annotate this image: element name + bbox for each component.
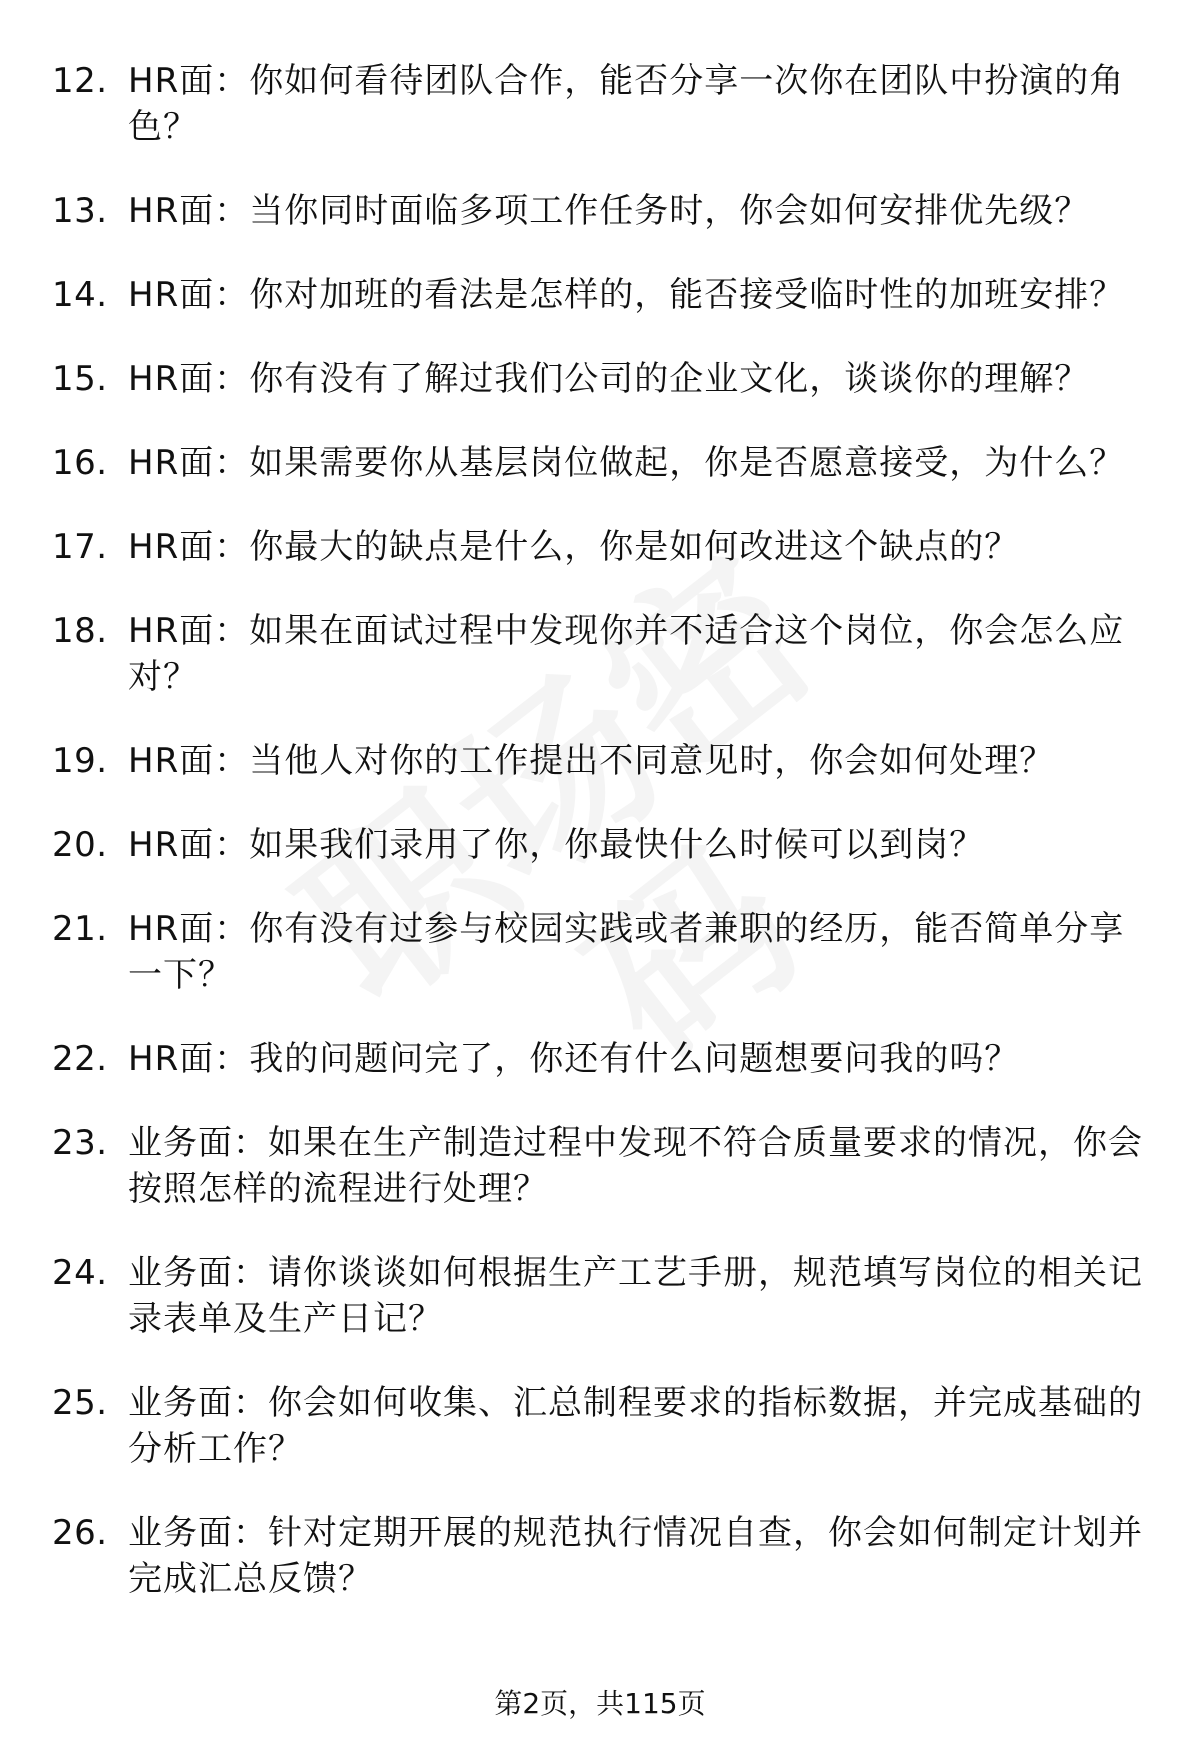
- question-item: [52, 188, 1152, 234]
- question-number: 25.: [52, 1383, 108, 1423]
- page-footer: [0, 1684, 1200, 1724]
- question-number: 13.: [52, 191, 108, 231]
- question-item: [52, 1510, 1152, 1602]
- question-text: 业务面：请你谈谈如何根据生产工艺手册，规范填写岗位的相关记录表单及生产日记？: [128, 1253, 1143, 1339]
- question-text: 业务面：如果在生产制造过程中发现不符合质量要求的情况，你会按照怎样的流程进行处理？: [128, 1123, 1143, 1209]
- page-indicator: 第2页，共115页: [494, 1687, 706, 1720]
- question-text: HR面：如果需要你从基层岗位做起，你是否愿意接受，为什么？: [128, 443, 1125, 483]
- question-text: HR面：你有没有过参与校园实践或者兼职的经历，能否简单分享一下？: [128, 909, 1125, 995]
- question-text: HR面：如果我们录用了你，你最快什么时候可以到岗？: [128, 825, 985, 865]
- question-item: [52, 440, 1152, 486]
- question-text: HR面：当你同时面临多项工作任务时，你会如何安排优先级？: [128, 191, 1090, 231]
- question-number: 21.: [52, 909, 108, 949]
- question-number: 19.: [52, 741, 108, 781]
- question-number: 14.: [52, 275, 108, 315]
- question-item: [52, 906, 1152, 998]
- question-text: 业务面：针对定期开展的规范执行情况自查，你会如何制定计划并完成汇总反馈？: [128, 1513, 1143, 1599]
- question-number: 26.: [52, 1513, 108, 1553]
- question-text: HR面：你有没有了解过我们公司的企业文化，谈谈你的理解？: [128, 359, 1090, 399]
- question-number: 24.: [52, 1253, 108, 1293]
- question-item: [52, 58, 1152, 150]
- question-item: [52, 822, 1152, 868]
- question-item: [52, 1120, 1152, 1212]
- question-number: 12.: [52, 61, 108, 101]
- question-text: HR面：你对加班的看法是怎样的，能否接受临时性的加班安排？: [128, 275, 1125, 315]
- question-number: 16.: [52, 443, 108, 483]
- question-number: 15.: [52, 359, 108, 399]
- question-number: 18.: [52, 611, 108, 651]
- question-item: [52, 738, 1152, 784]
- question-item: [52, 608, 1152, 700]
- question-text: 业务面：你会如何收集、汇总制程要求的指标数据，并完成基础的分析工作？: [128, 1383, 1143, 1469]
- question-item: [52, 356, 1152, 402]
- question-number: 22.: [52, 1039, 108, 1079]
- question-item: [52, 1250, 1152, 1342]
- question-item: [52, 1036, 1152, 1082]
- question-item: [52, 1380, 1152, 1472]
- question-number: 20.: [52, 825, 108, 865]
- question-text: HR面：如果在面试过程中发现你并不适合这个岗位，你会怎么应对？: [128, 611, 1125, 697]
- question-text: HR面：我的问题问完了，你还有什么问题想要问我的吗？: [128, 1039, 1020, 1079]
- question-item: [52, 524, 1152, 570]
- question-text: HR面：当他人对你的工作提出不同意见时，你会如何处理？: [128, 741, 1055, 781]
- question-number: 23.: [52, 1123, 108, 1163]
- question-item: [52, 272, 1152, 318]
- question-number: 17.: [52, 527, 108, 567]
- question-list: [52, 58, 1152, 1640]
- question-text: HR面：你最大的缺点是什么，你是如何改进这个缺点的？: [128, 527, 1020, 567]
- question-text: HR面：你如何看待团队合作，能否分享一次你在团队中扮演的角色？: [128, 61, 1125, 147]
